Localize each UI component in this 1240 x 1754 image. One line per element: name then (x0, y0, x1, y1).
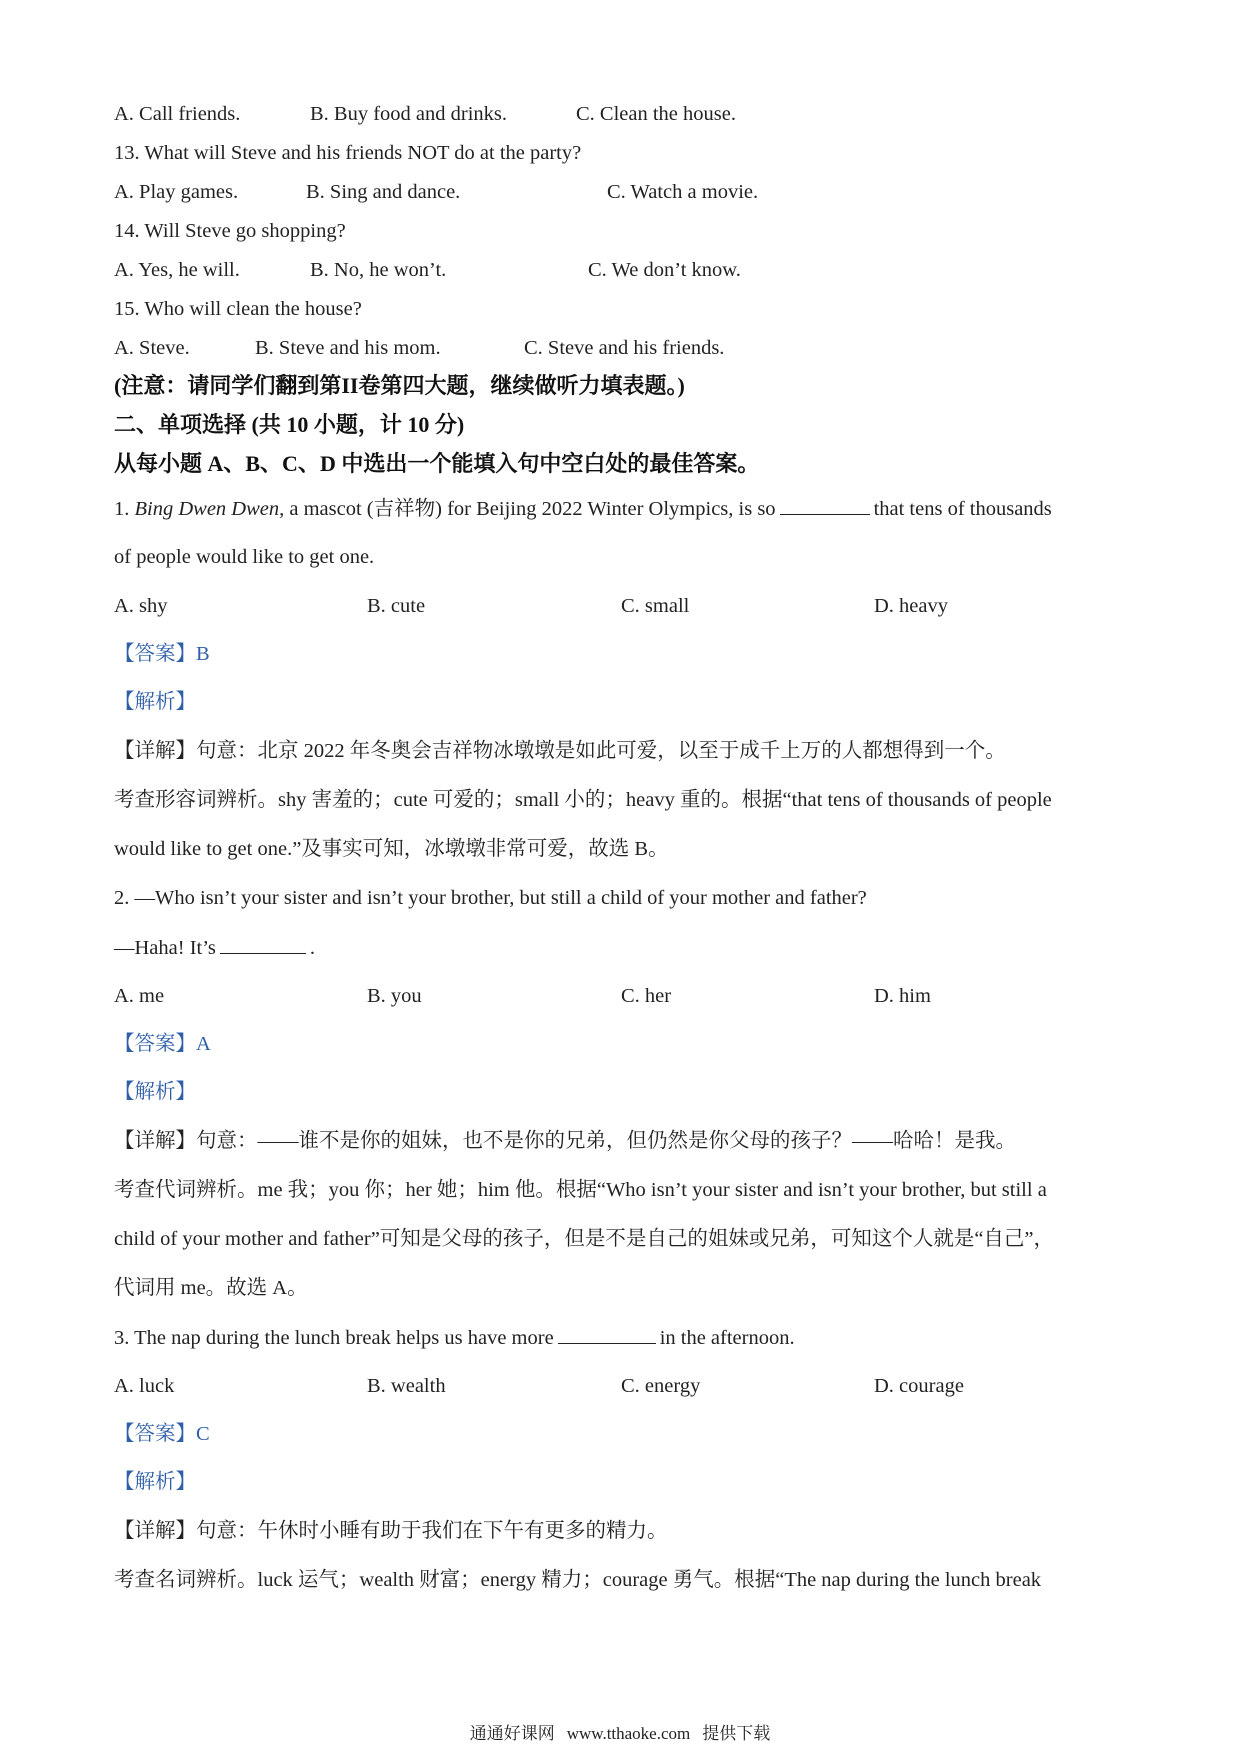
q2-stem-part-a: —Haha! It’s (114, 937, 216, 959)
section-instruction: 从每小题 A、B、C、D 中选出一个能填入句中空白处的最佳答案。 (114, 451, 760, 476)
q12-options (114, 100, 1134, 128)
q1-blank (780, 494, 870, 515)
q2-option-a: A. me (114, 985, 165, 1007)
q3-option-d: D. courage (874, 1375, 964, 1397)
q13-option-b: B. Sing and dance. (306, 181, 461, 203)
q3-stem-part-b: in the afternoon. (659, 1327, 795, 1349)
footer-url[interactable]: www.tthaoke.com (566, 1724, 691, 1743)
q1-stem-continued: of people would like to get one. (114, 546, 375, 568)
q12-option-b: B. Buy food and drinks. (310, 103, 508, 125)
q14-stem: 14. Will Steve go shopping? (114, 220, 346, 242)
q1-options (114, 592, 1134, 620)
q15-option-b: B. Steve and his mom. (255, 337, 441, 359)
q1-option-a: A. shy (114, 595, 168, 617)
q1-stem-part-a: a mascot (吉祥物) for Beijing 2022 Winter Olympics, is so (284, 498, 776, 520)
q1-answer: 【答案】B (114, 643, 210, 665)
q2-blank (220, 933, 306, 954)
q13-stem: 13. What will Steve and his friends NOT do at the party? (114, 142, 582, 164)
q3-answer: 【答案】C (114, 1423, 210, 1445)
q3-detail: 【详解】句意：午休时小睡有助于我们在下午有更多的精力。 (114, 1520, 668, 1542)
section-title: 二、单项选择 (共 10 小题，计 10 分) (114, 412, 465, 437)
q3-options (114, 1372, 1134, 1400)
q1-option-b: B. cute (367, 595, 426, 617)
listening-note: (注意：请同学们翻到第II卷第四大题，继续做听力填表题。) (114, 373, 685, 398)
q3-explain-line1: 考查名词辨析。luck 运气；wealth 财富；energy 精力；courage 勇气。根据“The nap during the lunch break (114, 1569, 1042, 1591)
q2-answer: 【答案】A (114, 1033, 211, 1055)
q1-italic-name: Bing Dwen Dwen, (134, 498, 285, 520)
q2-option-b: B. you (367, 985, 422, 1007)
q13-options (114, 178, 1134, 206)
q14-option-b: B. No, he won’t. (310, 259, 447, 281)
q14-options (114, 256, 1134, 284)
q2-options (114, 982, 1134, 1010)
q15-option-a: A. Steve. (114, 337, 190, 359)
q2-explain-line2: child of your mother and father”可知是父母的孩子，但是不是自己的姐妹或兄弟，可知这个人就是“自己”， (114, 1228, 1055, 1250)
q12-option-c: C. Clean the house. (576, 103, 736, 125)
q1-detail: 【详解】句意：北京 2022 年冬奥会吉祥物冰墩墩是如此可爱，以至于成千上万的人都想得到一个。 (114, 740, 1006, 762)
q13-option-a: A. Play games. (114, 181, 239, 203)
q1-option-c: C. small (621, 595, 690, 617)
q2-option-c: C. her (621, 985, 672, 1007)
q1-option-d: D. heavy (874, 595, 949, 617)
q3-analysis-label: 【解析】 (114, 1471, 196, 1493)
footer-site-name: 通通好课网 (469, 1724, 555, 1743)
q15-stem: 15. Who will clean the house? (114, 298, 362, 320)
q3-stem (114, 1323, 1134, 1351)
q3-stem-part-a: 3. The nap during the lunch break helps us have more (114, 1327, 554, 1349)
q1-stem-part-b: that tens of thousands (873, 498, 1052, 520)
q1-stem (114, 494, 1134, 522)
q15-option-c: C. Steve and his friends. (524, 337, 725, 359)
q13-option-c: C. Watch a movie. (607, 181, 759, 203)
q1-number: 1. (114, 498, 135, 520)
q1-analysis-label: 【解析】 (114, 691, 196, 713)
q1-explain-line2: would like to get one.”及事实可知，冰墩墩非常可爱，故选 B。 (114, 838, 669, 860)
q3-option-c: C. energy (621, 1375, 701, 1397)
q15-options (114, 334, 1134, 362)
q14-option-a: A. Yes, he will. (114, 259, 240, 281)
q3-blank (558, 1323, 656, 1344)
footer-suffix: 提供下载 (702, 1724, 771, 1743)
page-footer (0, 1722, 1240, 1746)
q14-option-c: C. We don’t know. (588, 259, 741, 281)
q3-option-b: B. wealth (367, 1375, 446, 1397)
q12-option-a: A. Call friends. (114, 103, 241, 125)
q2-analysis-label: 【解析】 (114, 1081, 196, 1103)
q2-detail: 【详解】句意：——谁不是你的姐妹，也不是你的兄弟，但仍然是你父母的孩子？——哈哈！是我。 (114, 1130, 1016, 1152)
q2-stem-line2 (114, 933, 1134, 961)
q2-stem-line1: 2. —Who isn’t your sister and isn’t your brother, but still a child of your mother and father? (114, 887, 867, 909)
q2-explain-line1: 考查代词辨析。me 我；you 你；her 她；him 他。根据“Who isn’t your sister and isn’t your brother, but still a (114, 1179, 1047, 1201)
q2-option-d: D. him (874, 985, 931, 1007)
q1-explain-line1: 考查形容词辨析。shy 害羞的；cute 可爱的；small 小的；heavy 重的。根据“that tens of thousands of people (114, 789, 1052, 811)
q2-stem-part-b: . (309, 937, 316, 959)
q2-explain-line3: 代词用 me。故选 A。 (114, 1277, 308, 1299)
q3-option-a: A. luck (114, 1375, 175, 1397)
